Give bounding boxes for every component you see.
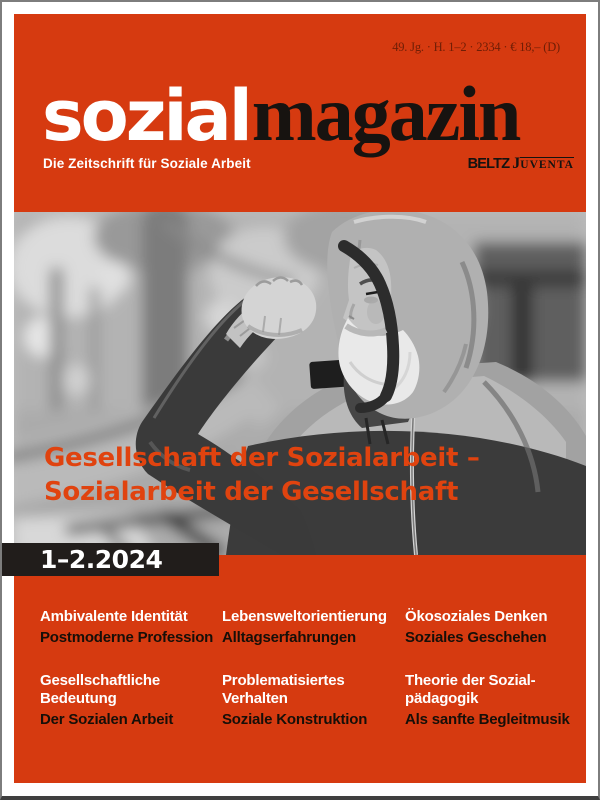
article-item: [40, 608, 222, 647]
article-title: Ökosoziales Denken: [405, 608, 548, 625]
article-item: [222, 608, 405, 647]
issue-badge: 1–2.2024: [40, 545, 163, 574]
article-item: [405, 608, 574, 647]
article-subtitle: Postmoderne Profession: [40, 629, 214, 646]
article-title: Lebensweltorientierung: [222, 608, 387, 625]
masthead: [42, 69, 519, 159]
article-subtitle: Der Sozialen Arbeit: [40, 711, 174, 728]
headline-line2: Sozialarbeit der Gesellschaft: [44, 477, 459, 507]
article-item: [40, 672, 222, 729]
article-subtitle: Alltagserfahrungen: [222, 629, 356, 646]
article-list: [40, 608, 574, 729]
article-title: Theorie der Sozial-pädagogik: [405, 672, 536, 707]
article-item: [405, 672, 574, 729]
publisher-beltz: BELTZ: [467, 156, 510, 172]
article-subtitle: Als sanfte Begleitmusik: [405, 711, 570, 728]
article-title: Problematisiertes Verhalten: [222, 672, 345, 707]
headline-line1: Gesellschaft der Sozialarbeit –: [44, 443, 480, 473]
publisher-logo: [468, 155, 574, 173]
article-subtitle: Soziales Geschehen: [405, 629, 547, 646]
issue-info: 49. Jg. · H. 1–2 · 2334 · € 18,– (D): [392, 40, 560, 54]
issue-badge-band: [2, 543, 219, 576]
headline-overlay: [44, 441, 480, 509]
article-title: Gesellschaftliche Bedeutung: [40, 672, 160, 707]
publisher-juventa-initial: J: [512, 155, 521, 172]
publisher-juventa-rest: UVENTA: [520, 159, 574, 171]
article-item: [222, 672, 405, 729]
masthead-title-magazin: magazin: [251, 70, 520, 157]
article-title: Ambivalente Identität: [40, 608, 188, 625]
masthead-subtitle: Die Zeitschrift für Soziale Arbeit: [43, 156, 251, 171]
article-subtitle: Soziale Konstruktion: [222, 711, 368, 728]
masthead-title-sozial: sozial: [42, 75, 250, 157]
magazine-cover: [14, 14, 586, 783]
